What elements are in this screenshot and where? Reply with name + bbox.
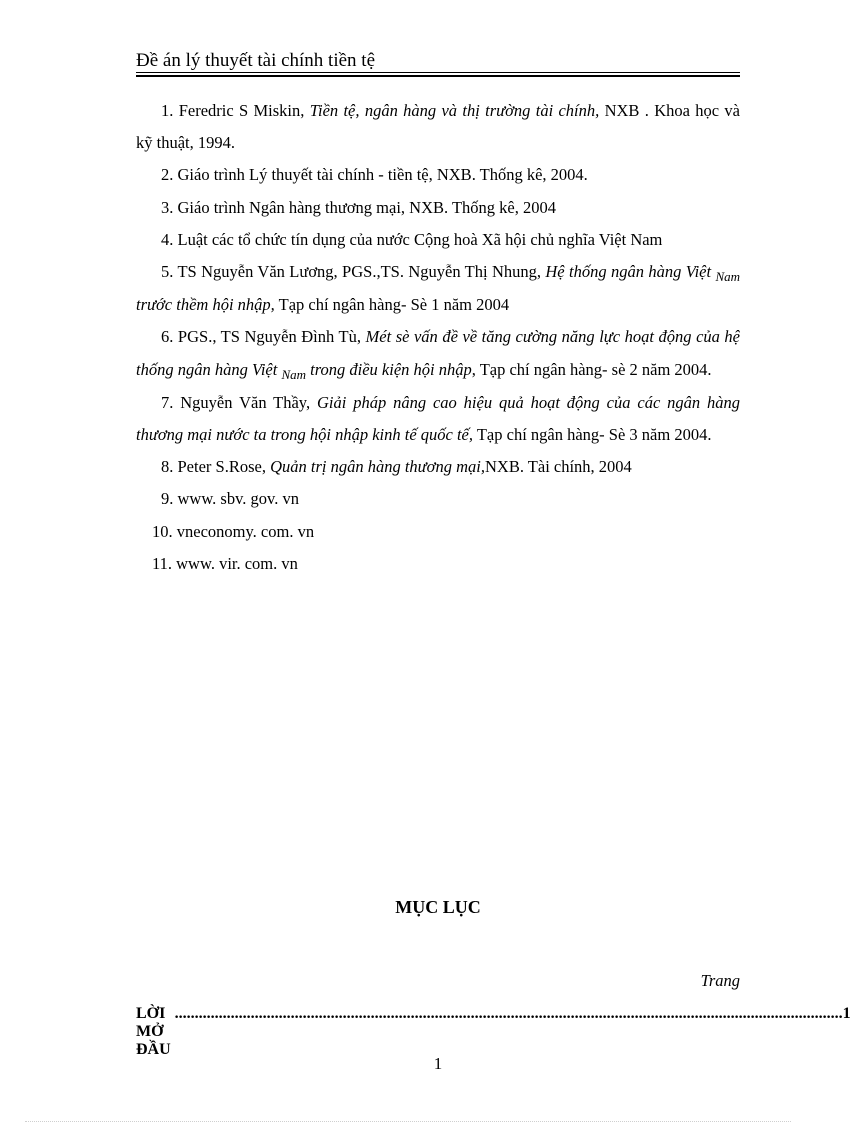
reference-text: vneconomy. com. vn (176, 521, 315, 541)
reference-text: Giáo trình Lý thuyết tài chính - tiền tệ, NXB. Thống kê, 2004. (177, 165, 588, 185)
reference-text: , Tạp chí ngân hàng- sè 2 năm 2004. (471, 359, 712, 379)
toc-title: MỤC LỤC (395, 897, 481, 917)
reference-title: trong điều kiện hội nhập (306, 359, 472, 379)
reference-item (136, 321, 740, 386)
reference-number: 4. (161, 229, 174, 249)
reference-text: www. sbv. gov. vn (177, 489, 299, 509)
reference-title: Quản trị ngân hàng thương mại, (270, 457, 485, 477)
reference-number: 1. (161, 101, 174, 120)
toc-entry-label: LỜI MỞ ĐẦU (136, 1005, 171, 1058)
reference-number: 5. (161, 262, 174, 282)
reference-list (136, 95, 740, 580)
reference-title: Tiền tệ, ngân hàng và thị trường tài chính, (309, 101, 600, 120)
page-number: 1 (433, 1054, 443, 1073)
reference-text: Tạp chí ngân hàng- Sè 1 năm 2004 (274, 295, 510, 315)
reference-item (136, 483, 740, 515)
reference-item (136, 451, 740, 483)
page-edge (25, 1121, 791, 1122)
toc-page-column-label: Trang (700, 971, 740, 990)
header-rule-thick (136, 75, 740, 77)
reference-text: PGS., TS Nguyễn Đình Tù, (177, 327, 366, 347)
reference-number: 6. (161, 327, 174, 347)
reference-item (136, 548, 740, 580)
reference-title: Mét sè vấn đề về tăng cường năng lực hoạt động của hệ thống ngân hàng Việt (136, 327, 741, 379)
reference-text: Feredric S Miskin, (178, 101, 310, 120)
reference-number: 11. (152, 553, 173, 573)
toc-entry[interactable] (136, 1005, 851, 1059)
reference-number: 10. (152, 521, 173, 541)
toc-entry-page: 1 (842, 1005, 851, 1022)
reference-title: Nam (281, 366, 306, 382)
reference-text: Nguyễn Văn Thầy, (180, 392, 317, 412)
reference-text: NXB. Tài chính, 2004 (485, 457, 632, 477)
reference-text: Luật các tổ chức tín dụng của nước Cộng hoà Xã hội chủ nghĩa Việt Nam (177, 229, 663, 249)
toc-entry-leader: ....................................................................................................................................................................... (170, 1005, 843, 1022)
reference-text: TS Nguyễn Văn Lương, PGS.,TS. Nguyễn Thị Nhung, (177, 262, 546, 282)
reference-number: 8. (161, 457, 174, 477)
reference-text: Giáo trình Ngân hàng thương mại, NXB. Thống kê, 2004 (177, 197, 556, 217)
reference-number: 2. (161, 165, 174, 185)
reference-item (136, 256, 740, 321)
reference-item (136, 387, 740, 451)
reference-text: www. vir. com. vn (176, 553, 298, 573)
reference-text: Peter S.Rose, (177, 457, 271, 477)
reference-number: 7. (161, 392, 174, 412)
reference-text: Tạp chí ngân hàng- Sè 3 năm 2004. (473, 425, 712, 445)
reference-number: 3. (161, 197, 174, 217)
reference-item (136, 516, 740, 548)
reference-item (136, 95, 740, 159)
reference-item (136, 224, 740, 256)
reference-title: Giải pháp nâng cao hiệu quả hoạt động của các ngân hàng thương mại nước ta trong hội nhập kinh tế quốc tế, (136, 392, 741, 445)
reference-number: 9. (161, 489, 174, 509)
reference-title: Hệ thống ngân hàng Việt (545, 262, 716, 282)
header-rule (136, 72, 740, 73)
reference-item (136, 192, 740, 224)
reference-text: NXB . Khoa học và kỹ thuật, 1994. (136, 101, 740, 153)
reference-title: trước thềm hội nhập, (136, 295, 275, 315)
reference-item (136, 159, 740, 191)
reference-title: Nam (715, 269, 741, 285)
page-header-title: Đề án lý thuyết tài chính tiền tệ (136, 50, 376, 71)
